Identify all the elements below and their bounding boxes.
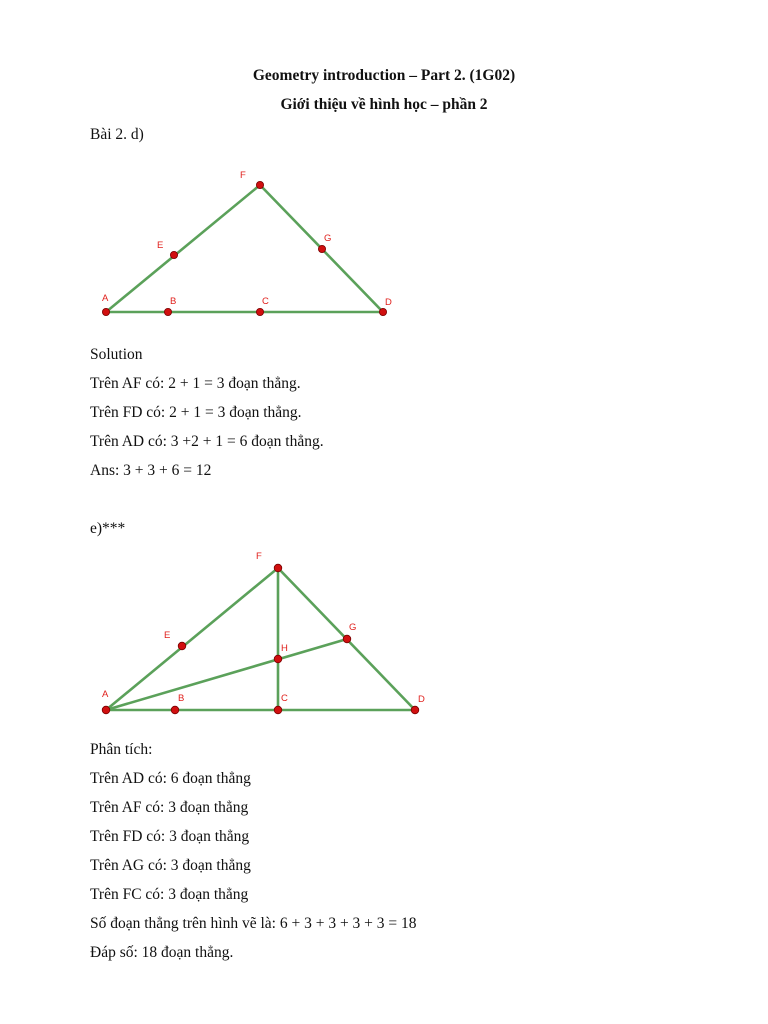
label-g: G (349, 622, 357, 633)
label-f: F (256, 551, 262, 562)
exercise-d-label: Bài 2. d) (90, 126, 144, 143)
point-e (170, 251, 177, 258)
document-title-english: Geometry introduction – Part 2. (1G02) (252, 67, 516, 84)
label-e: E (164, 630, 171, 641)
point-d (379, 308, 386, 315)
segment-af (106, 185, 260, 312)
label-d: D (385, 297, 392, 308)
point-c (274, 706, 282, 714)
point-b (171, 706, 179, 714)
point-c (256, 308, 263, 315)
label-f: F (240, 170, 246, 181)
label-c: C (281, 693, 288, 704)
point-h (274, 655, 282, 663)
exercise-e-label: e)*** (90, 520, 126, 537)
segment-af (106, 568, 278, 710)
point-b (164, 308, 171, 315)
point-f (274, 564, 282, 572)
point-g (318, 245, 325, 252)
label-c: C (262, 296, 269, 307)
point-e (178, 642, 186, 650)
label-e: E (157, 240, 164, 251)
figure-e-triangle (90, 545, 440, 725)
analysis-total: Số đoạn thẳng trên hình vẽ là: 6 + 3 + 3 + 3 + 3 = 18 (90, 915, 417, 932)
point-a (102, 706, 110, 714)
label-h: H (281, 643, 288, 654)
solution-answer: Ans: 3 + 3 + 6 = 12 (90, 462, 212, 479)
point-d (411, 706, 419, 714)
analysis-line-2: Trên AF có: 3 đoạn thẳng (90, 799, 249, 816)
label-a: A (102, 689, 109, 700)
analysis-line-3: Trên FD có: 3 đoạn thẳng (90, 828, 250, 845)
solution-heading: Solution (90, 346, 143, 363)
point-a (102, 308, 109, 315)
document-title-vietnamese: Giới thiệu về hình học – phần 2 (280, 96, 488, 113)
segment-ag (106, 639, 347, 710)
figure-d-triangle (90, 160, 410, 330)
analysis-answer: Đáp số: 18 đoạn thẳng. (90, 944, 234, 961)
point-f (256, 181, 263, 188)
analysis-line-5: Trên FC có: 3 đoạn thẳng (90, 886, 249, 903)
analysis-line-1: Trên AD có: 6 đoạn thẳng (90, 770, 251, 787)
label-g: G (324, 233, 332, 244)
label-b: B (178, 693, 185, 704)
analysis-heading: Phân tích: (90, 741, 153, 758)
analysis-line-4: Trên AG có: 3 đoạn thẳng (90, 857, 251, 874)
point-g (343, 635, 351, 643)
solution-line-3: Trên AD có: 3 +2 + 1 = 6 đoạn thẳng. (90, 433, 324, 450)
solution-line-1: Trên AF có: 2 + 1 = 3 đoạn thẳng. (90, 375, 301, 392)
label-d: D (418, 694, 425, 705)
solution-line-2: Trên FD có: 2 + 1 = 3 đoạn thẳng. (90, 404, 302, 421)
label-a: A (102, 293, 109, 304)
label-b: B (170, 296, 177, 307)
